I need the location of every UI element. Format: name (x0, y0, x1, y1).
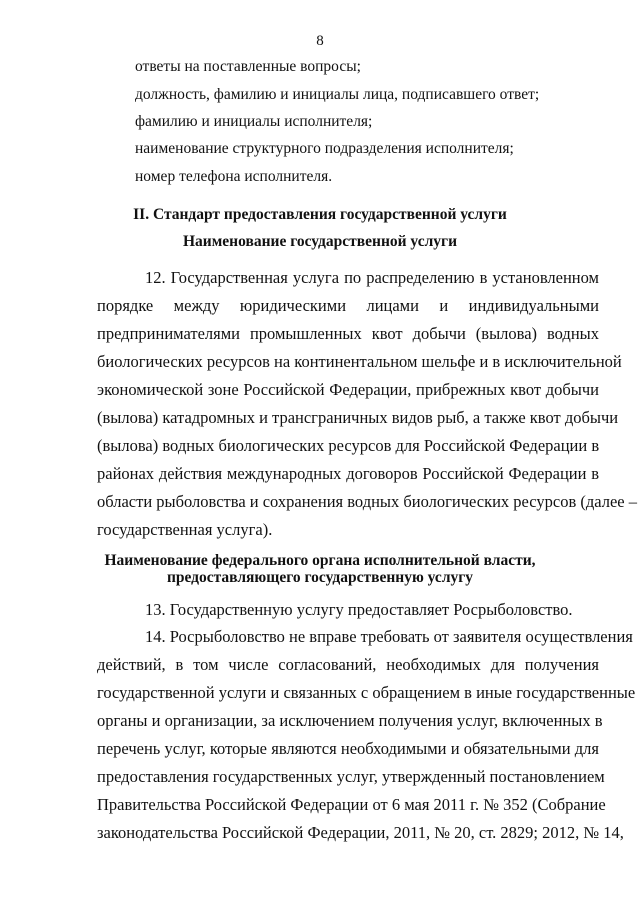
paragraph-line: законодательства Российской Федерации, 2011, № 20, ст. 2829; 2012, № 14, (97, 823, 624, 842)
paragraph-line: (вылова) водных биологических ресурсов для Российской Федерации в (97, 436, 600, 455)
paragraph-line: (вылова) катадромных и трансграничных видов рыб, а также квот добычи (97, 408, 619, 427)
paragraph-line: области рыболовства и сохранения водных биологических ресурсов (далее – (97, 492, 637, 511)
section-title: II. Стандарт предоставления государственной услуги (133, 206, 507, 223)
paragraph-line: предпринимателями промышленных квот добычи (вылова) водных (97, 324, 599, 343)
paragraph-line: перечень услуг, которые являются необходимыми и обязательными для (97, 739, 599, 758)
paragraph-13: 13. Государственную услугу предоставляет Росрыболовство. (145, 600, 573, 619)
paragraph-line: Правительства Российской Федерации от 6 мая 2011 г. № 352 (Собрание (97, 795, 606, 814)
heading-authority-line2: предоставляющего государственную услугу (166, 569, 474, 586)
list-item-answers: ответы на поставленные вопросы; (135, 58, 361, 75)
paragraph-line: районах действия международных договоров Российской Федерации в (97, 464, 599, 483)
paragraph-line: порядке между юридическими лицами и индивидуальными (97, 296, 599, 315)
heading-authority: Наименование федерального органа исполнительной власти, (104, 552, 536, 569)
paragraph-line: 12. Государственная услуга по распределению в установленном (145, 268, 599, 287)
paragraph-line: 14. Росрыболовство не вправе требовать от заявителя осуществления (145, 627, 633, 646)
section-subtitle: Наименование государственной услуги (183, 233, 457, 250)
paragraph-line: предоставления государственных услуг, утвержденный постановлением (97, 767, 605, 786)
paragraph-line: экономической зоне Российской Федерации, прибрежных квот добычи (97, 380, 599, 399)
list-item-position: должность, фамилию и инициалы лица, подписавшего ответ; (135, 86, 540, 103)
paragraph-line: действий, в том числе согласований, необходимых для получения (97, 655, 599, 674)
paragraph-line: органы и организации, за исключением получения услуг, включенных в (97, 711, 603, 730)
paragraph-line: государственная услуга). (97, 520, 273, 539)
list-item-unit: наименование структурного подразделения исполнителя; (135, 140, 514, 157)
list-item-phone: номер телефона исполнителя. (135, 168, 333, 185)
paragraph-line: государственной услуги и связанных с обращением в иные государственные (97, 683, 636, 702)
list-item-executor: фамилию и инициалы исполнителя; (135, 113, 373, 130)
paragraph-14 (97, 623, 636, 847)
paragraph-line: биологических ресурсов на континентальном шельфе и в исключительной (97, 352, 622, 371)
page-number: 8 (316, 33, 324, 49)
paragraph-12 (97, 264, 637, 544)
